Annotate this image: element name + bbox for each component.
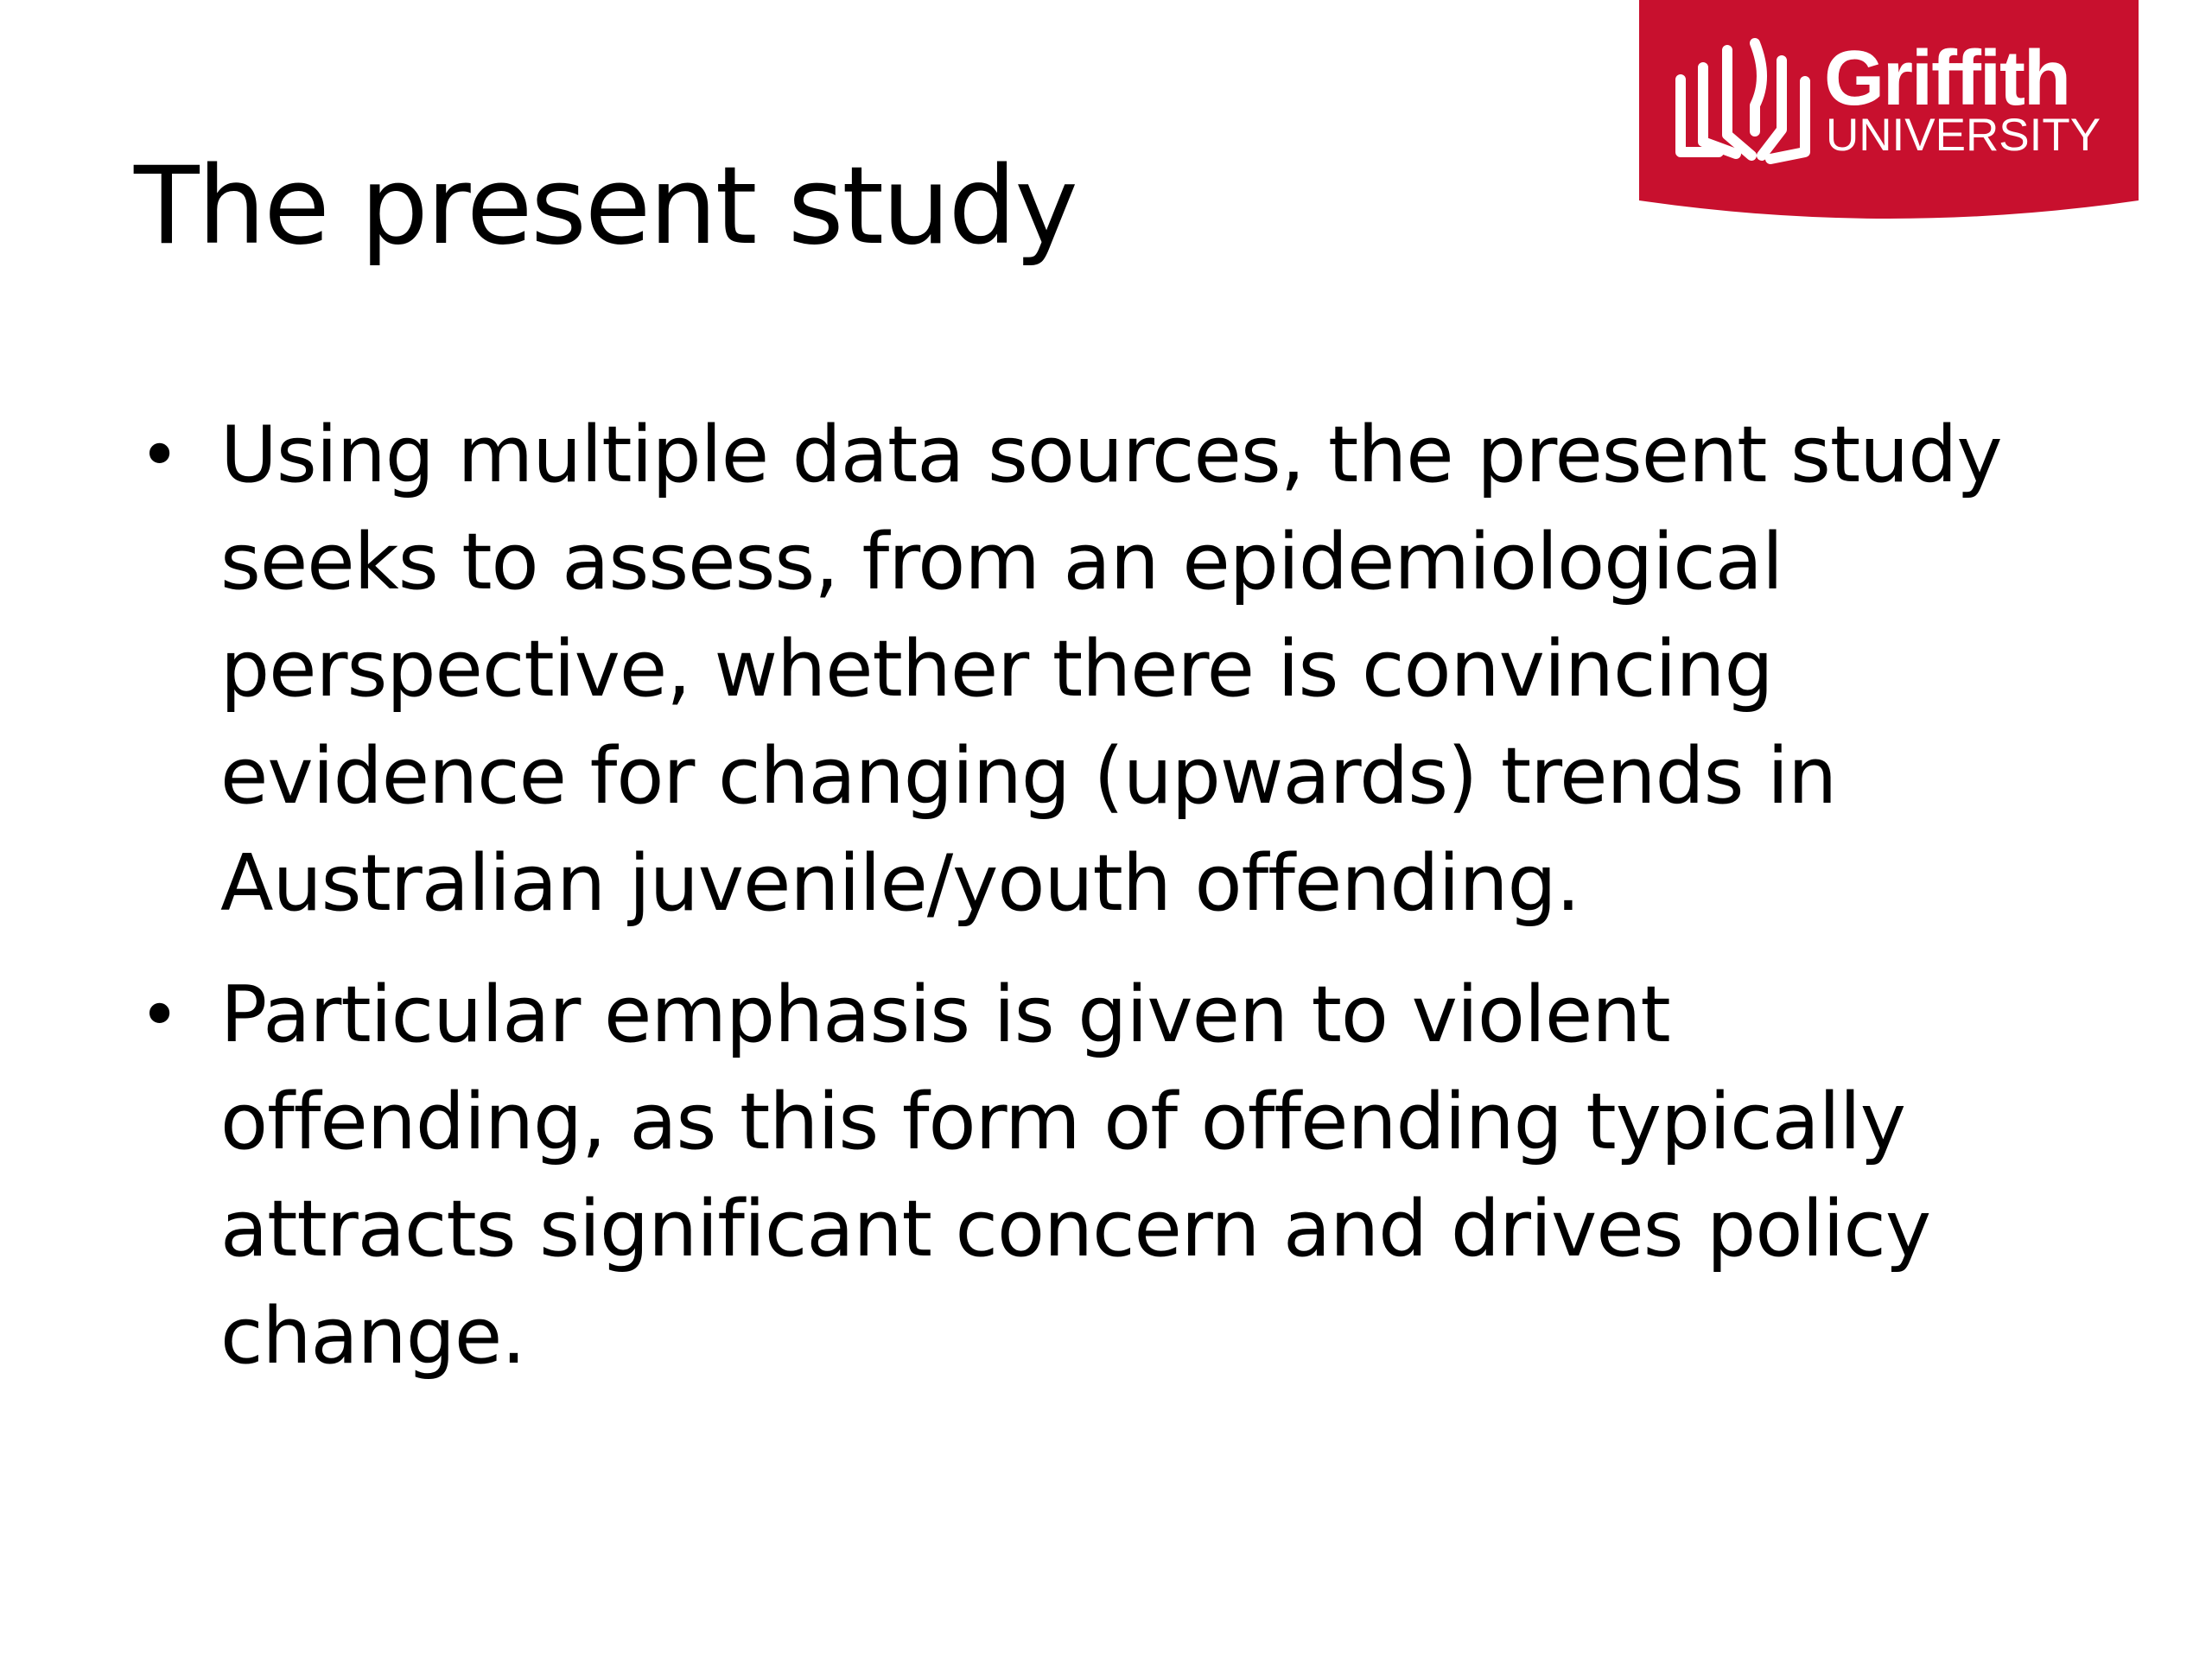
bullet-1-line-1: Using multiple data sources, the present study: [220, 410, 2002, 500]
bullet-1-line-5: Australian juvenile/youth offending.: [220, 838, 1580, 929]
bullet-2-line-4: change.: [220, 1291, 525, 1382]
bullet-dot-icon: •: [139, 415, 180, 495]
bullet-item-2: [134, 962, 2139, 1390]
griffith-logo: [1639, 0, 2139, 223]
bullet-2-line-1: Particular emphasis is given to violent: [220, 969, 1670, 1060]
bullet-1-line-3: perspective, whether there is convincing: [220, 624, 1773, 715]
bullet-1-line-4: evidence for changing (upwards) trends in: [220, 731, 1837, 822]
bullet-item-1: [134, 402, 2139, 938]
bullet-1-line-2: seeks to assess, from an epidemiological: [220, 517, 1783, 607]
logo-subtitle: UNIVERSITY: [1826, 110, 2101, 161]
bullet-list: [134, 402, 2139, 1414]
slide-title: The present study: [134, 144, 1077, 269]
bullet-2-line-3: attracts significant concern and drives policy: [220, 1184, 1931, 1274]
logo-name: Griffith: [1824, 35, 2069, 122]
bullet-dot-icon: •: [139, 975, 180, 1055]
bullet-2-line-2: offending, as this form of offending typically: [220, 1077, 1905, 1167]
